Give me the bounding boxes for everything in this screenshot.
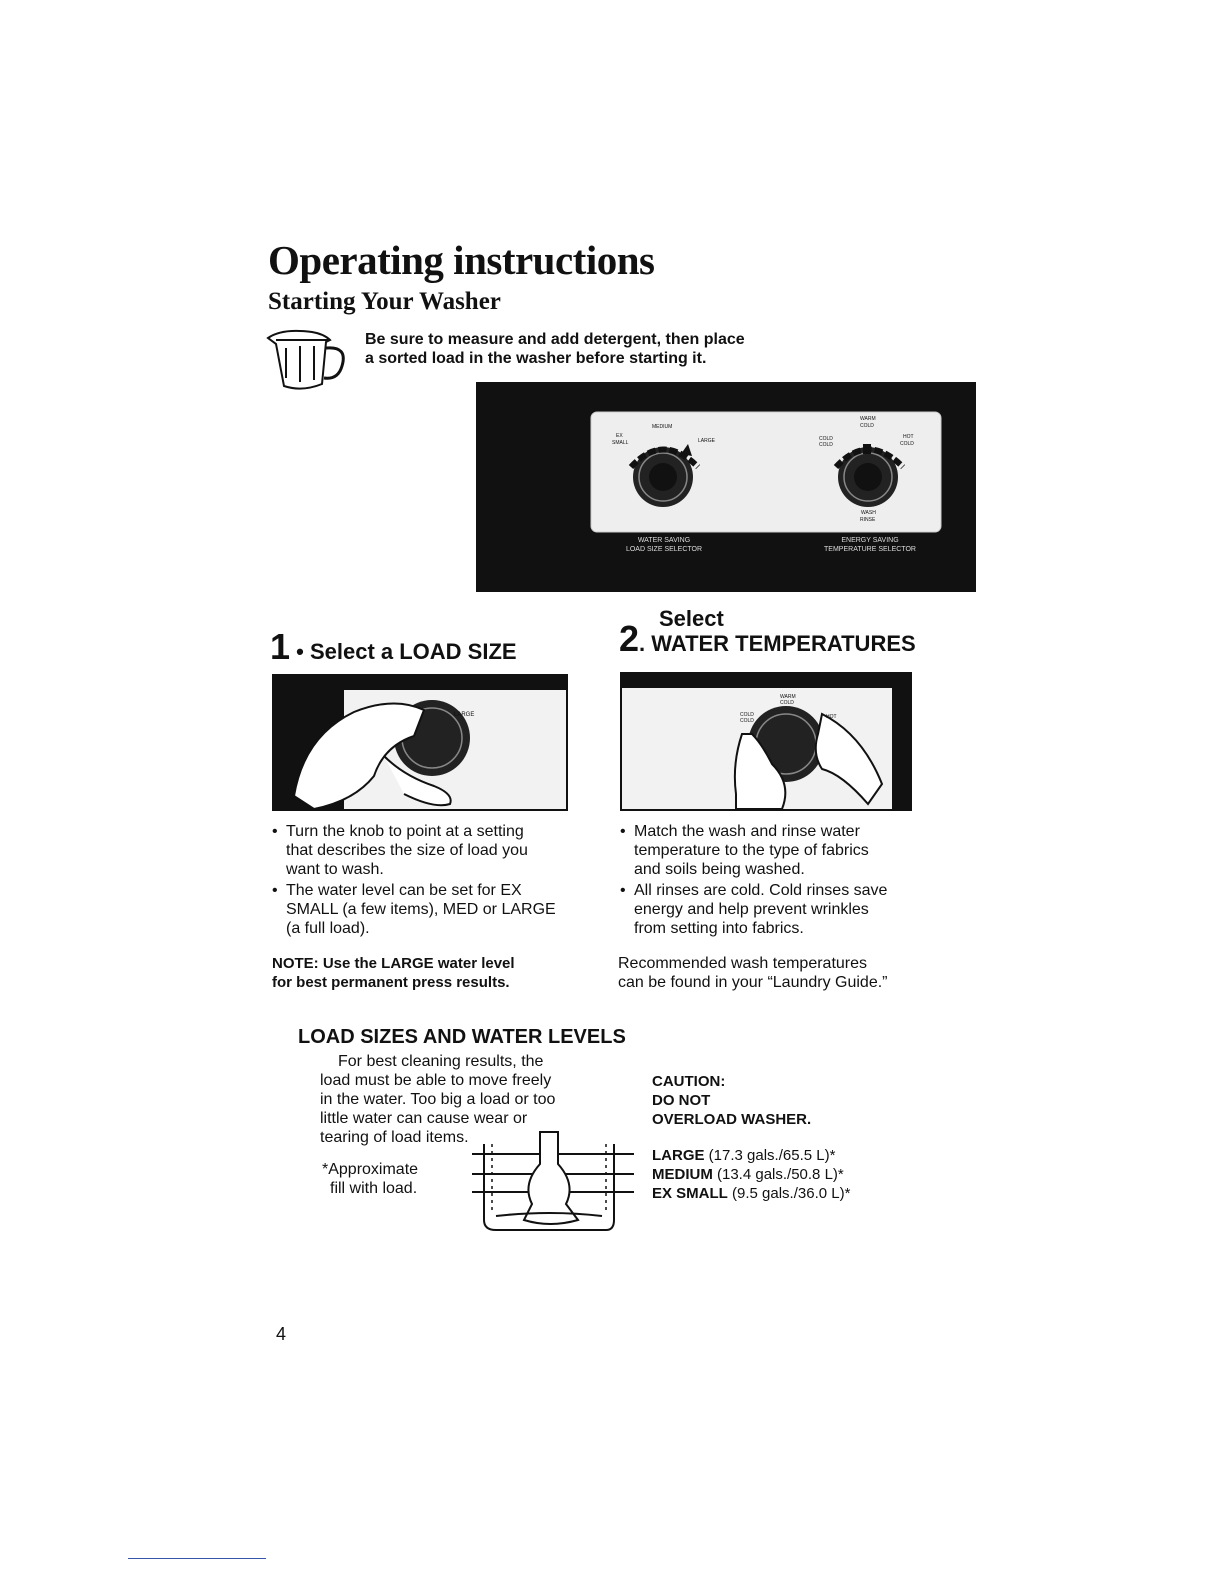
setting-large: LARGE: [698, 438, 715, 444]
photo-hot-label: HOT: [826, 714, 837, 720]
step1-bullet: • The water level can be set for EX SMALL (a few items), MED or LARGE (a full load).: [272, 881, 572, 938]
setting-medium: MEDIUM: [652, 424, 673, 430]
step2-bullets: [620, 822, 930, 940]
step1-number: 1: [270, 626, 291, 667]
footnote-rule: [128, 1558, 266, 1559]
setting-warm: WARM: [860, 416, 876, 422]
load-sizes-body: For best cleaning results, the load must be able to move freely in the water. Too big a load or too little water can cause wear or tearing of load items.: [320, 1053, 556, 1146]
setting-wash: WASH: [861, 510, 876, 516]
caution-box: CAUTION: DO NOT OVERLOAD WASHER.: [652, 1073, 812, 1128]
step1-note: NOTE: Use the LARGE water level for best permanent press results.: [272, 955, 515, 991]
photo-cold-top-label: COLD: [780, 700, 794, 706]
intro-text: Be sure to measure and add detergent, then place a sorted load in the washer before starting it.: [365, 331, 745, 367]
measuring-cup-icon: [262, 326, 352, 398]
setting-rinse: RINSE: [860, 517, 876, 523]
step1-bullet: • Turn the knob to point at a setting that describes the size of load you want to wash.: [272, 822, 572, 879]
step1-bullets: [272, 822, 572, 940]
load-size-label-line2: LOAD SIZE SELECTOR: [625, 546, 703, 553]
water-level-list: [652, 1146, 850, 1203]
step2-bullet: • All rinses are cold. Cold rinses save energy and help prevent wrinkles from setting into fabrics.: [620, 881, 930, 938]
step2-number: 2: [619, 618, 640, 659]
photo-cold2-label: COLD: [740, 718, 754, 724]
control-panel-drawing: [476, 382, 976, 592]
step1-heading: 1 • Select a LOAD SIZE: [270, 626, 517, 667]
setting-small: SMALL: [612, 440, 629, 446]
step1-photo: [272, 674, 568, 811]
step1-title: Select a LOAD SIZE: [309, 639, 517, 664]
water-level-item: MEDIUM (13.4 gals./50.8 L)*: [652, 1166, 844, 1183]
water-level-item: LARGE (17.3 gals./65.5 L)*: [652, 1147, 836, 1164]
load-sizes-title: LOAD SIZES AND WATER LEVELS: [298, 1026, 626, 1048]
step2-bullet: • Match the wash and rinse water temperature to the type of fabrics and soils being washed.: [620, 822, 930, 879]
photo-large-label: LARGE: [454, 712, 475, 718]
load-size-label-line1: WATER SAVING: [637, 537, 691, 544]
page-number: 4: [276, 1324, 287, 1344]
washer-tub-diagram: [462, 1124, 638, 1236]
page-title: Operating instructions: [268, 237, 655, 283]
setting-cold-left1: COLD: [819, 436, 833, 442]
hands-turning-temperature-dial: [622, 674, 910, 809]
approximate-footnote: *Approximate fill with load.: [322, 1161, 419, 1197]
step2-title-line2: WATER TEMPERATURES: [651, 631, 916, 656]
control-panel-illustration: [476, 382, 976, 592]
photo-cold1-label: COLD: [740, 712, 754, 718]
setting-ex: EX: [616, 433, 623, 439]
section-subtitle: Starting Your Washer: [268, 288, 501, 315]
setting-cold-left2: COLD: [819, 442, 833, 448]
setting-hot: HOT: [903, 434, 914, 440]
temperature-label-line2: TEMPERATURE SELECTOR: [824, 546, 916, 553]
step2-photo: [620, 672, 912, 811]
photo-warm-label: WARM: [780, 694, 796, 700]
setting-cold-top: COLD: [860, 423, 874, 429]
step2-recommendation: Recommended wash temperatures can be found in your “Laundry Guide.”: [618, 955, 888, 991]
step2-heading: Select 2. WATER TEMPERATURES: [619, 606, 916, 659]
hand-turning-load-dial: [274, 676, 566, 809]
temperature-label-line1: ENERGY SAVING: [841, 537, 899, 544]
setting-cold-right: COLD: [900, 441, 914, 447]
water-level-item: EX SMALL (9.5 gals./36.0 L)*: [652, 1185, 851, 1202]
step2-title-line1: Select: [659, 606, 724, 631]
